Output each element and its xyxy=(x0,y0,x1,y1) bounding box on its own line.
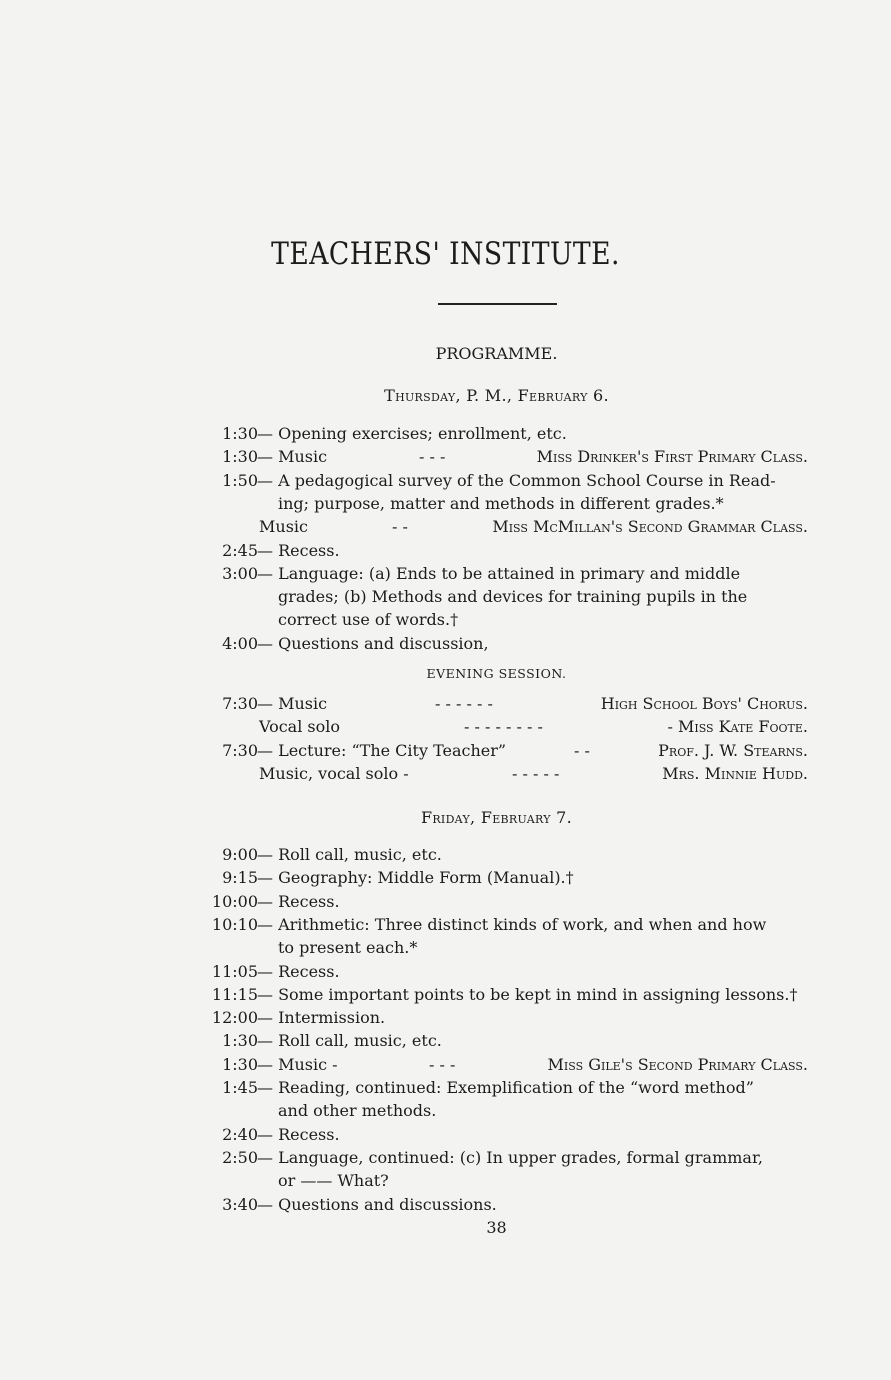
leader-dashes: - - - - - - xyxy=(435,694,493,713)
time-label: 1:30 xyxy=(222,447,258,467)
time-label: 12:00 xyxy=(211,1008,258,1028)
entry-text: — Geography: Middle Form (Manual).† xyxy=(257,868,574,888)
performer-name: High School Boys' Chorus. xyxy=(600,694,808,713)
entry-text: Music, vocal solo - xyxy=(259,763,409,783)
entry-text: — Roll call, music, etc. xyxy=(257,1031,442,1051)
time-label: 9:00 xyxy=(222,845,258,864)
performer-name: Miss Gile's Second Primary Class. xyxy=(547,1054,808,1074)
entry-text: Music xyxy=(259,517,308,537)
time-label: 1:30 xyxy=(222,1031,258,1051)
time-label: 9:15 xyxy=(222,868,258,888)
entry-text: — Reading, continued: Exemplification of the “word method” xyxy=(257,1078,754,1097)
performer-name: Miss McMillan's Second Grammar Class. xyxy=(492,517,808,537)
time-label: 2:45 xyxy=(222,540,258,560)
entry-continuation: correct use of words.† xyxy=(278,610,459,630)
entry-text: — Questions and discussion, xyxy=(257,633,489,653)
time-label: 10:10 xyxy=(211,914,258,934)
entry-continuation: to present each.* xyxy=(278,938,418,958)
performer-name: Miss Drinker's First Primary Class. xyxy=(536,447,808,467)
time-label: 1:30 xyxy=(222,1054,258,1074)
leader-dashes: - - - xyxy=(419,447,446,467)
entry-text: — Language, continued: (c) In upper grades, formal grammar, xyxy=(257,1147,763,1167)
page-title: TEACHERS' INSTITUTE. xyxy=(271,236,620,272)
evening-session-heading: EVENING SESSION. xyxy=(426,666,567,681)
time-label: 1:50 xyxy=(222,470,258,490)
performer-name: Mrs. Minnie Hudd. xyxy=(662,763,808,783)
time-label: 11:05 xyxy=(211,961,258,981)
entry-text: — Opening exercises; enrollment, etc. xyxy=(257,424,567,443)
leader-dashes: - - xyxy=(574,740,590,760)
time-label: 2:40 xyxy=(222,1124,258,1144)
time-label: 7:30 xyxy=(222,694,258,713)
time-label: 11:15 xyxy=(211,984,258,1004)
entry-text: — Recess. xyxy=(257,961,340,981)
entry-continuation: grades; (b) Methods and devices for training pupils in the xyxy=(278,587,748,607)
entry-text: — Roll call, music, etc. xyxy=(257,845,442,864)
programme-heading: PROGRAMME. xyxy=(435,344,558,363)
entry-text: — Lecture: “The City Teacher” xyxy=(257,740,507,760)
entry-text: — Language: (a) Ends to be attained in primary and middle xyxy=(257,563,741,583)
time-label: 3:00 xyxy=(222,563,258,583)
entry-text: — Music xyxy=(257,447,328,467)
entry-continuation: ing; purpose, matter and methods in different grades.* xyxy=(278,493,724,513)
time-label: 2:50 xyxy=(222,1147,258,1167)
entry-continuation: or —— What? xyxy=(278,1171,389,1191)
time-label: 1:45 xyxy=(222,1078,258,1097)
friday-heading: Friday, February 7. xyxy=(420,808,573,827)
entry-text: — Arithmetic: Three distinct kinds of work, and when and how xyxy=(257,914,767,934)
time-label: 1:30 xyxy=(222,424,258,443)
title-rule xyxy=(438,303,557,305)
time-label: 10:00 xyxy=(211,891,258,911)
entry-text: — Some important points to be kept in mind in assigning lessons.† xyxy=(257,984,798,1004)
entry-text: Vocal solo xyxy=(259,717,341,737)
thursday-heading: Thursday, P. M., February 6. xyxy=(384,386,609,405)
performer-name: - Miss Kate Foote. xyxy=(667,717,808,737)
page-number: 38 xyxy=(486,1218,507,1237)
entry-text: — Recess. xyxy=(257,540,340,560)
entry-text: — Intermission. xyxy=(257,1008,386,1028)
time-label: 3:40 xyxy=(222,1194,258,1214)
entry-text: — Recess. xyxy=(257,891,340,911)
entry-text: — Music - xyxy=(257,1054,338,1074)
leader-dashes: - - xyxy=(392,517,408,537)
time-label: 7:30 xyxy=(222,740,258,760)
entry-continuation: and other methods. xyxy=(278,1101,437,1121)
leader-dashes: - - - - - xyxy=(512,763,560,783)
leader-dashes: - - - - - - - - xyxy=(464,717,543,737)
leader-dashes: - - - xyxy=(429,1054,456,1074)
performer-name: Prof. J. W. Stearns. xyxy=(658,740,808,760)
entry-text: — Recess. xyxy=(257,1124,340,1144)
entry-text: — Questions and discussions. xyxy=(257,1194,497,1214)
entry-text: — Music xyxy=(257,694,328,713)
entry-text: — A pedagogical survey of the Common School Course in Read- xyxy=(257,470,776,490)
time-label: 4:00 xyxy=(222,633,258,653)
